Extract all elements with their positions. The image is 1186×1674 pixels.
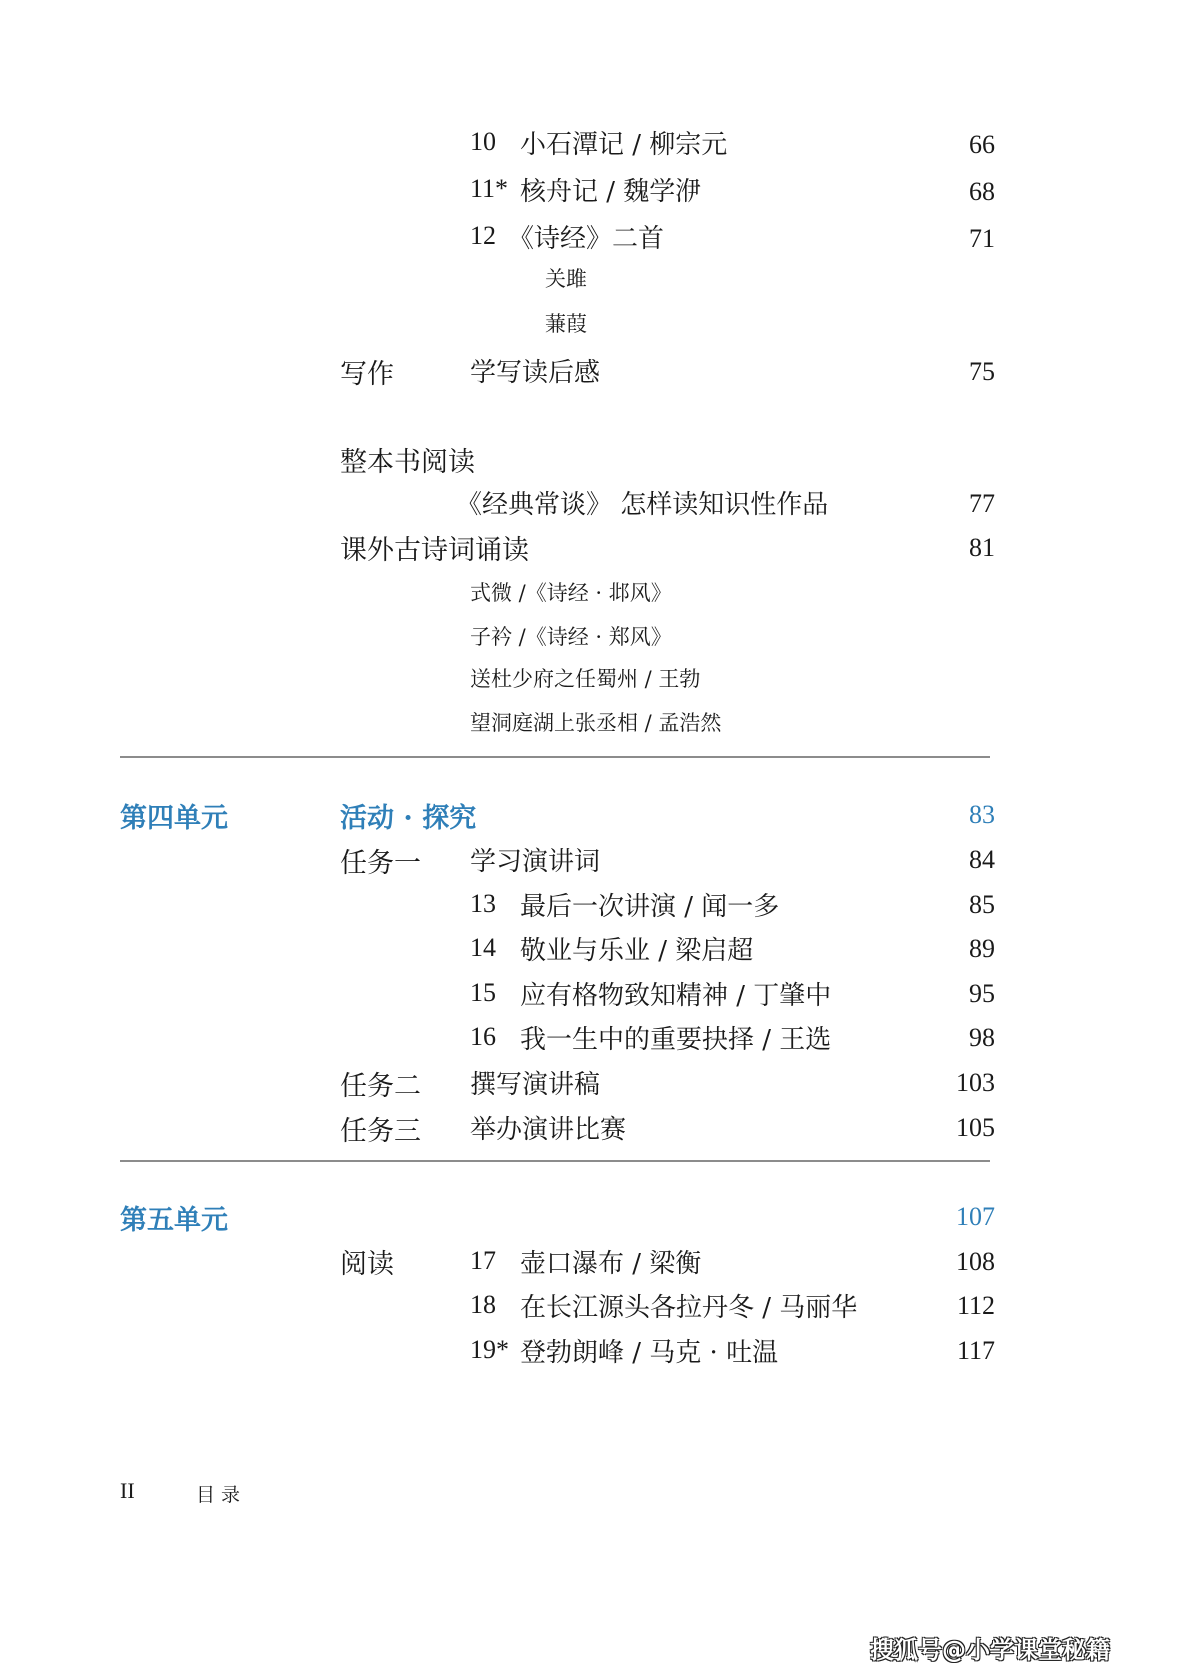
- page-number: 105: [956, 1113, 995, 1142]
- lesson-number: 12: [470, 221, 496, 250]
- lesson-number: 18: [470, 1290, 496, 1319]
- page-number: 85: [969, 890, 995, 919]
- poem-item: 子衿 /《诗经 · 郑风》: [470, 625, 672, 649]
- page-number: 117: [956, 1336, 995, 1365]
- section-divider: [120, 756, 990, 758]
- unit-label: 第五单元: [120, 1205, 228, 1236]
- lesson-title: 登勃朗峰 / 马克 · 吐温: [520, 1338, 779, 1368]
- unit-title: 活动 · 探究: [340, 803, 477, 834]
- section-label: 阅读: [340, 1249, 394, 1280]
- lesson-title: 核舟记 / 魏学洢: [520, 177, 702, 207]
- lesson-title: 小石潭记 / 柳宗元: [520, 130, 728, 160]
- category-label: 写作: [340, 359, 394, 390]
- category-label: 整本书阅读: [340, 447, 475, 478]
- lesson-title: 最后一次讲演 / 闻一多: [520, 892, 780, 922]
- unit-page-number: 83: [969, 800, 995, 829]
- lesson-title: 壶口瀑布 / 梁衡: [520, 1249, 702, 1279]
- lesson-number: 11*: [470, 174, 509, 203]
- task-label: 任务三: [340, 1116, 421, 1147]
- unit-page-number: 107: [956, 1202, 995, 1231]
- lesson-number: 15: [470, 978, 496, 1007]
- footer-label: 目 录: [196, 1484, 241, 1506]
- page-number: 103: [956, 1068, 995, 1097]
- lesson-title: 在长江源头各拉丹冬 / 马丽华: [520, 1293, 858, 1323]
- poem-title-jianjia: 蒹葭: [545, 312, 587, 336]
- page-number: 71: [969, 224, 995, 253]
- lesson-number: 13: [470, 889, 496, 918]
- entry-title: 学写读后感: [470, 358, 601, 388]
- lesson-number: 19*: [470, 1335, 509, 1364]
- lesson-number: 17: [470, 1246, 496, 1275]
- lesson-title: 敬业与乐业 / 梁启超: [520, 936, 754, 966]
- page-number: 108: [956, 1247, 995, 1276]
- page-number: 77: [969, 489, 995, 518]
- poem-item: 送杜少府之任蜀州 / 王勃: [470, 667, 701, 691]
- page-number: 95: [969, 979, 995, 1008]
- page-number: 75: [969, 357, 995, 386]
- page-number: 81: [969, 533, 995, 562]
- task-title: 学习演讲词: [470, 847, 601, 877]
- poem-item: 式微 /《诗经 · 邶风》: [470, 581, 672, 605]
- lesson-title: 我一生中的重要抉择 / 王选: [520, 1025, 832, 1055]
- page-number: 98: [969, 1023, 995, 1052]
- category-label: 课外古诗词诵读: [340, 535, 529, 566]
- task-title: 撰写演讲稿: [470, 1070, 601, 1100]
- unit-label: 第四单元: [120, 803, 228, 834]
- entry-title: 《经典常谈》 怎样读知识性作品: [456, 490, 829, 520]
- watermark: 搜狐号@小学课堂秘籍: [870, 1636, 1110, 1664]
- page-number: 66: [969, 130, 995, 159]
- lesson-number: 16: [470, 1022, 496, 1051]
- lesson-number: 10: [470, 127, 496, 156]
- lesson-title: 《诗经》二首: [508, 224, 665, 254]
- poem-item: 望洞庭湖上张丞相 / 孟浩然: [470, 711, 722, 735]
- task-label: 任务二: [340, 1071, 421, 1102]
- lesson-title: 应有格物致知精神 / 丁肇中: [520, 981, 832, 1011]
- section-divider: [120, 1160, 990, 1162]
- page-number: 89: [969, 934, 995, 963]
- footer-page-number: II: [120, 1478, 135, 1503]
- task-label: 任务一: [340, 848, 421, 879]
- page-number: 84: [969, 845, 995, 874]
- page-number: 112: [956, 1291, 995, 1320]
- lesson-number: 14: [470, 933, 496, 962]
- page-number: 68: [969, 177, 995, 206]
- task-title: 举办演讲比赛: [470, 1115, 627, 1145]
- poem-title-guanju: 关雎: [545, 267, 587, 291]
